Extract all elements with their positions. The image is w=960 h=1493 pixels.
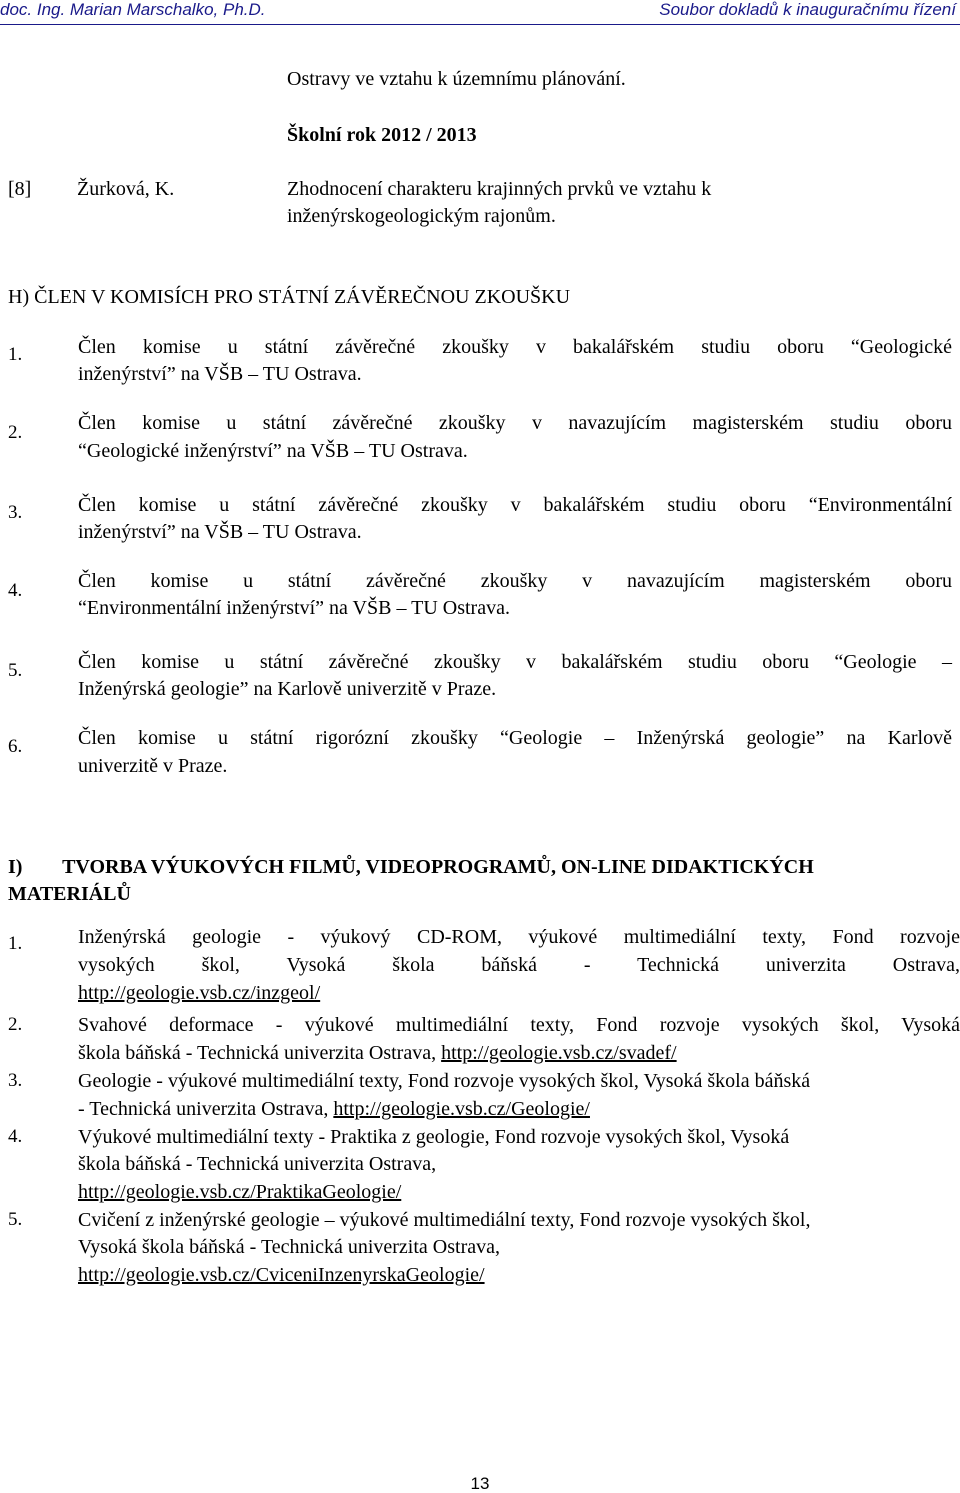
ref-title-line1: Zhodnocení charakteru krajinných prvků ve vztahu k (287, 178, 712, 200)
item-number: 4. (8, 580, 23, 601)
ref-title-line2: inženýrskogeologickým rajonům. (287, 205, 556, 227)
item-line1: Inženýrská geologie - výukový CD-ROM, výukové multimediální texty, Fond rozvoje (78, 926, 960, 948)
item-line2: Inženýrská geologie” na Karlově univerzitě v Praze. (78, 678, 497, 700)
ref-author: Žurková, K. (77, 178, 175, 200)
page-number: 13 (470, 1474, 490, 1493)
item-line1: Výukové multimediální texty - Praktika z geologie, Fond rozvoje vysokých škol, Vysoká (78, 1126, 790, 1148)
item-number: 1. (8, 933, 23, 954)
item-line2: “Environmentální inženýrství” na VŠB – TU Ostrava. (78, 597, 510, 619)
intro-line: Ostravy ve vztahu k územnímu plánování. (287, 68, 626, 90)
item-line1: Člen komise u státní závěrečné zkoušky v bakalářském studiu oboru “Geologie – (78, 651, 952, 673)
item-line2: inženýrství” na VŠB – TU Ostrava. (78, 363, 362, 385)
item-link[interactable]: http://geologie.vsb.cz/svadef/ (441, 1042, 677, 1064)
item-line2: univerzitě v Praze. (78, 755, 228, 777)
item-line1: Svahové deformace - výukové multimediální texty, Fond rozvoje vysokých škol, Vysoká (78, 1014, 960, 1036)
item-line2: škola báňská - Technická univerzita Ostrava, (78, 1153, 437, 1175)
header-doc-title: Soubor dokladů k inauguračnímu řízení (659, 0, 956, 19)
item-line1: Člen komise u státní závěrečné zkoušky v bakalářském studiu oboru “Geologické (78, 336, 952, 358)
item-number: 3. (8, 1070, 23, 1091)
item-line1: Člen komise u státní rigorózní zkoušky “Geologie – Inženýrská geologie” na Karlově (78, 727, 952, 749)
item-number: 1. (8, 344, 23, 365)
item-line1: Cvičení z inženýrské geologie – výukové multimediální texty, Fond rozvoje vysokých škol, (78, 1209, 811, 1231)
item-line1: Geologie - výukové multimediální texty, Fond rozvoje vysokých škol, Vysoká škola báňská (78, 1070, 811, 1092)
item-number: 2. (8, 422, 23, 443)
item-line1: Člen komise u státní závěrečné zkoušky v bakalářském studiu oboru “Environmentální (78, 494, 952, 516)
page-header (0, 0, 960, 26)
item-link[interactable]: http://geologie.vsb.cz/Geologie/ (333, 1098, 590, 1120)
item-link[interactable]: http://geologie.vsb.cz/CviceniInzenyrskaGeologie/ (78, 1264, 485, 1286)
item-link[interactable]: http://geologie.vsb.cz/inzgeol/ (78, 982, 321, 1004)
item-line2: inženýrství” na VŠB – TU Ostrava. (78, 521, 362, 543)
item-line2: - Technická univerzita Ostrava, (78, 1098, 334, 1120)
school-year: Školní rok 2012 / 2013 (287, 124, 477, 146)
item-line1: Člen komise u státní závěrečné zkoušky v navazujícím magisterském studiu oboru (78, 412, 952, 434)
item-number: 6. (8, 736, 23, 757)
section-i-heading-line2: MATERIÁLŮ (8, 883, 131, 905)
item-line1: Člen komise u státní závěrečné zkoušky v navazujícím magisterském oboru (78, 570, 952, 592)
item-number: 2. (8, 1014, 23, 1035)
header-author: doc. Ing. Marian Marschalko, Ph.D. (0, 0, 266, 19)
section-i-heading: I) TVORBA VÝUKOVÝCH FILMŮ, VIDEOPROGRAMŮ, ON-LINE DIDAKTICKÝCH (8, 856, 814, 878)
item-link[interactable]: http://geologie.vsb.cz/PraktikaGeologie/ (78, 1181, 402, 1203)
item-line2: škola báňská - Technická univerzita Ostrava, (78, 1042, 442, 1064)
section-h-heading: H) ČLEN V KOMISÍCH PRO STÁTNÍ ZÁVĚREČNOU ZKOUŠKU (8, 286, 571, 308)
item-number: 4. (8, 1126, 23, 1147)
item-line2: vysokých škol, Vysoká škola báňská - Technická univerzita Ostrava, (78, 954, 960, 976)
ref-id: [8] (8, 178, 32, 200)
item-number: 3. (8, 502, 23, 523)
item-number: 5. (8, 1209, 23, 1230)
item-line2: Vysoká škola báňská - Technická univerzita Ostrava, (78, 1236, 500, 1258)
item-number: 5. (8, 660, 23, 681)
item-line2: “Geologické inženýrství” na VŠB – TU Ostrava. (78, 440, 468, 462)
header-rule (0, 24, 960, 25)
